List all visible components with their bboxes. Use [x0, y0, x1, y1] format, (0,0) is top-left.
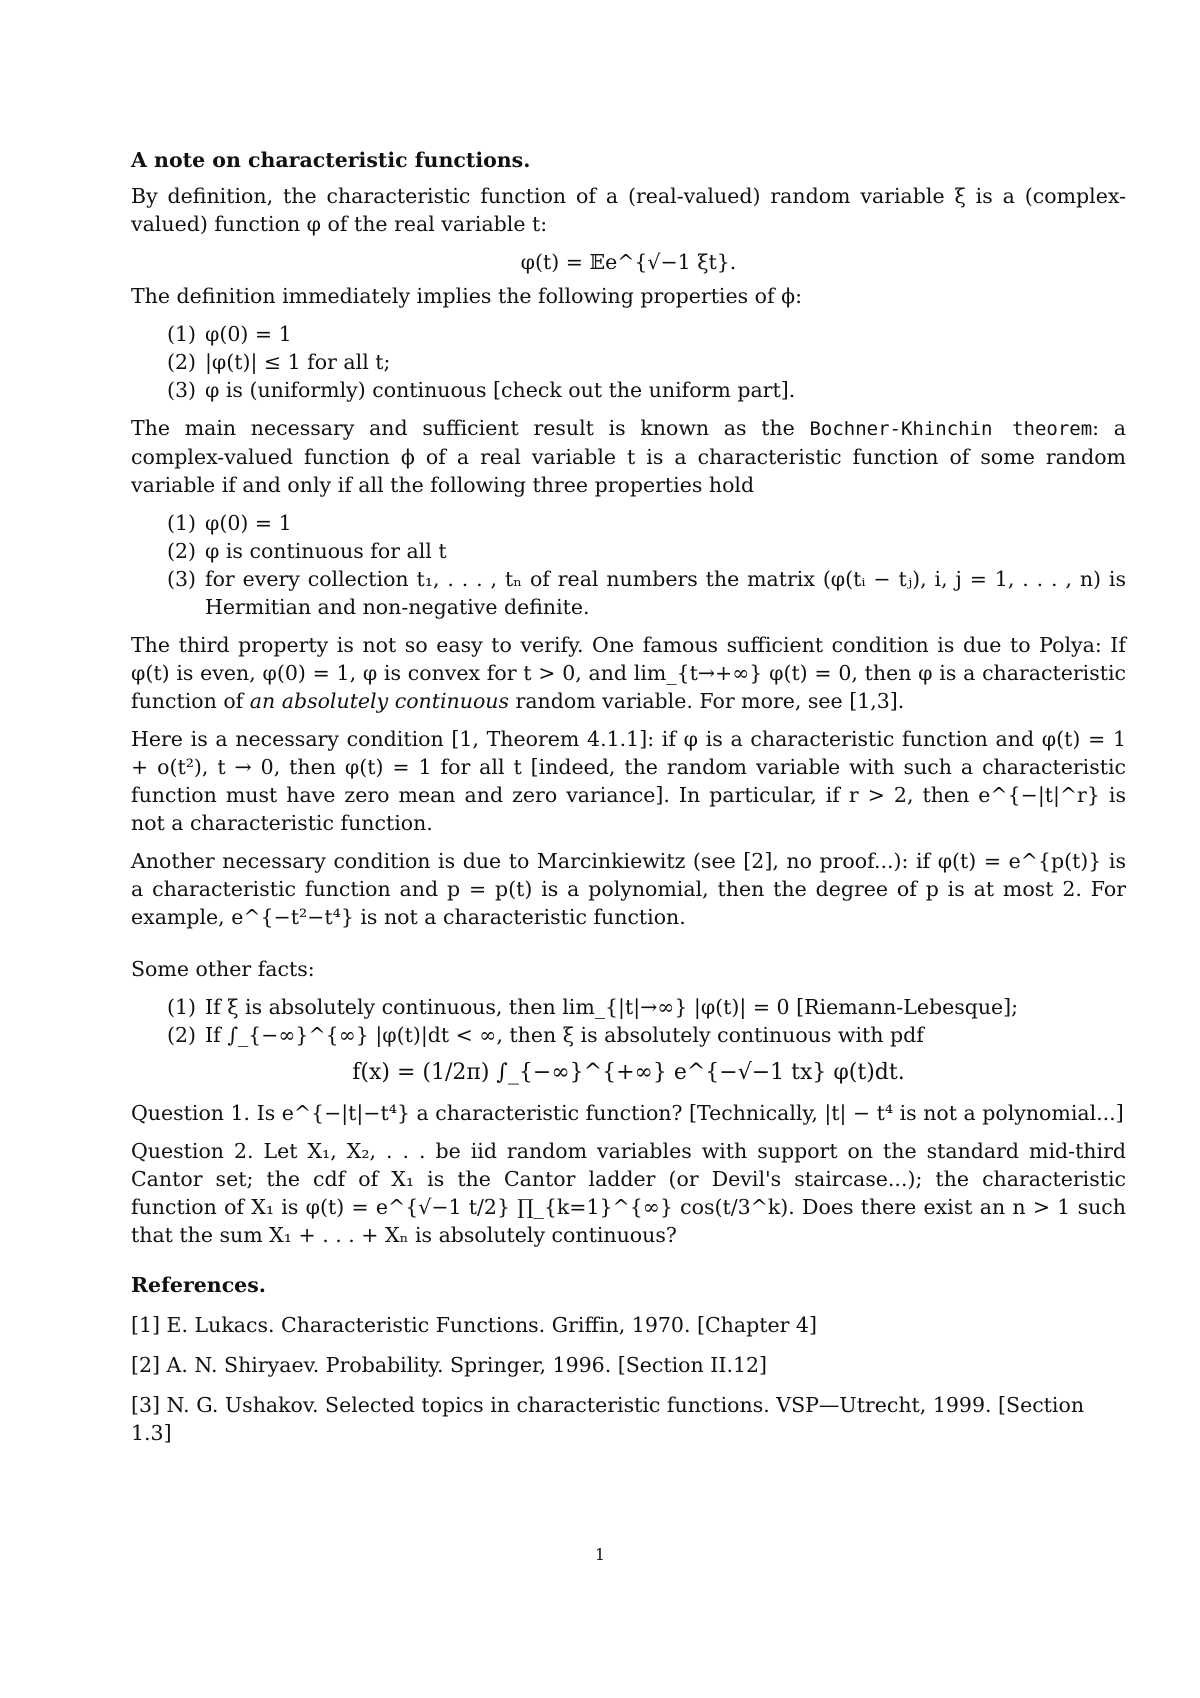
item-number: (1) [167, 995, 197, 1019]
pdf-formula: f(x) = (1/2π) ∫_{−∞}^{+∞} e^{−√−1 tx} φ(t)dt. [352, 1060, 905, 1085]
intro-paragraph: By definition, the characteristic function of a (real-valued) random variable ξ is a (complex-valued) function φ of the real variable t: [131, 184, 1126, 236]
question-2: Question 2. Let X₁, X₂, . . . be iid random variables with support on the standard mid-third Cantor set; the cdf of X₁ is the Cantor ladder (or Devil's staircase...); the characteristic function of X₁ is φ(t) = e^{√−1 t/2} ∏_{k=1}^{∞} cos(t/3^k). Does there exist an n > 1 such that the sum X₁ + . . . + Xₙ is absolutely continuous? [131, 1139, 1126, 1247]
list-item [131, 348, 1126, 376]
list-item [131, 993, 1126, 1021]
spacer [131, 941, 1126, 955]
marcinkiewicz-paragraph: Another necessary condition is due to Marcinkiewitz (see [2], no proof...): if φ(t) = e^{p(t)} is a characteristic function and p = p(t) is a polynomial, then the degree of p is at most 2. For example, e^{−t²−t⁴} is not a characteristic function. [131, 849, 1126, 929]
properties-intro: The definition immediately implies the following properties of ϕ: [131, 284, 802, 308]
item-text: If ∫_{−∞}^{∞} |φ(t)|dt < ∞, then ξ is absolutely continuous with pdf [205, 1023, 924, 1047]
item-text: φ is (uniformly) continuous [check out the uniform part]. [205, 378, 796, 402]
page-title: A note on characteristic functions. [131, 148, 531, 172]
bochner-theorem-name: Bochner-Khinchin theorem [809, 418, 1093, 440]
item-number: (1) [167, 322, 197, 346]
item-text: φ(0) = 1 [205, 511, 292, 535]
necessary-condition-paragraph: Here is a necessary condition [1, Theorem 4.1.1]: if φ is a characteristic function and φ(t) = 1 + o(t²), t → 0, then φ(t) = 1 for all t [indeed, the random variable with such a characteristic function must have zero mean and zero variance]. In particular, if r > 2, then e^{−|t|^r} is not a characteristic function. [131, 727, 1126, 835]
polya-after: random variable. For more, see [1,3]. [509, 689, 905, 713]
list-item [131, 537, 1126, 565]
references-heading: References. [131, 1273, 266, 1297]
item-text: |φ(t)| ≤ 1 for all t; [205, 350, 391, 374]
bochner-paragraph [131, 414, 1126, 499]
facts-intro: Some other facts: [131, 957, 315, 981]
polya-emphasis: an absolutely continuous [249, 689, 510, 713]
definition-equation: φ(t) = 𝔼e^{√−1 ξt}. [520, 250, 737, 274]
bochner-conditions-list [131, 509, 1126, 621]
bochner-before: The main necessary and sufficient result is known as the [131, 416, 810, 440]
list-item [131, 509, 1126, 537]
item-number: (3) [167, 378, 197, 402]
item-text: φ is continuous for all t [205, 539, 447, 563]
list-item [131, 1021, 1126, 1049]
reference-item: [2] A. N. Shiryaev. Probability. Springer, 1996. [Section II.12] [131, 1353, 768, 1377]
polya-before: The third property is not so easy to verify. One famous sufficient condition is due to Polya: If φ(t) is even, φ(0) = 1, φ is convex for t > 0, and lim_{t→+∞} φ(t) = 0, then φ is a characteristic function of [131, 633, 1126, 713]
item-text: φ(0) = 1 [205, 322, 292, 346]
item-number: (2) [167, 539, 197, 563]
reference-item: [3] N. G. Ushakov. Selected topics in characteristic functions. VSP—Utrecht, 1999. [Section 1.3] [131, 1393, 1085, 1445]
polya-paragraph [131, 631, 1126, 715]
bochner-after: : a complex-valued function ϕ of a real variable t is a characteristic function of some random variable if and only if all the following three properties hold [131, 416, 1126, 497]
list-item [131, 376, 1126, 404]
document-page [131, 146, 1126, 1459]
item-number: (3) [167, 567, 197, 591]
list-item [131, 565, 1126, 621]
page-number: 1 [594, 1545, 606, 1564]
item-text: If ξ is absolutely continuous, then lim_{|t|→∞} |φ(t)| = 0 [Riemann-Lebesque]; [205, 995, 1019, 1019]
item-number: (2) [167, 1023, 197, 1047]
properties-list [131, 320, 1126, 404]
item-number: (2) [167, 350, 197, 374]
item-text: for every collection t₁, . . . , tₙ of real numbers the matrix (φ(tᵢ − tⱼ), i, j = 1, . . . , n) is Hermitian and non-negative definite. [205, 567, 1126, 619]
item-number: (1) [167, 511, 197, 535]
list-item [131, 320, 1126, 348]
facts-list [131, 993, 1126, 1049]
reference-item: [1] E. Lukacs. Characteristic Functions. Griffin, 1970. [Chapter 4] [131, 1313, 817, 1337]
question-1: Question 1. Is e^{−|t|−t⁴} a characteristic function? [Technically, |t| − t⁴ is not a polynomial...] [131, 1101, 1124, 1125]
